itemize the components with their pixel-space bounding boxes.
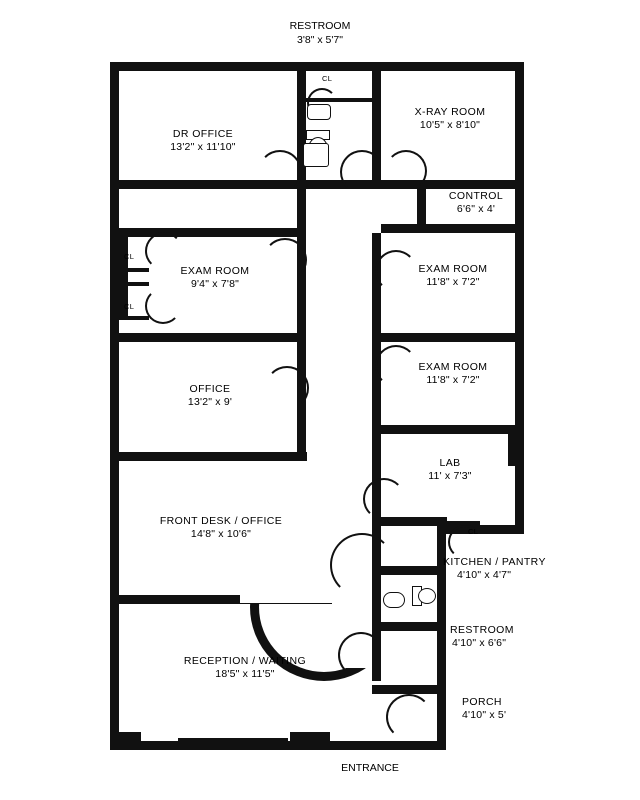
- sink-lower-restroom: [383, 592, 405, 608]
- door-xray: [385, 150, 427, 192]
- room-name-kitchen: KITCHEN / PANTRY: [443, 556, 546, 568]
- closet-label-exam-a: CL: [124, 252, 135, 261]
- room-name-control: CONTROL: [448, 190, 504, 202]
- room-name-xray: X-RAY ROOM: [414, 106, 486, 118]
- room-label-exam3: [383, 361, 523, 387]
- room-dim-dr-office: 13'2" x 11'10": [170, 141, 236, 154]
- caption-top-restroom: [235, 20, 405, 47]
- room-name-dr-office: DR OFFICE: [172, 128, 234, 140]
- room-label-office: [135, 383, 285, 409]
- room-name-exam3: EXAM ROOM: [418, 361, 488, 373]
- pier-bottom-left: [119, 732, 141, 744]
- room-name-office: OFFICE: [189, 383, 231, 395]
- toilet-bowl-lower: [418, 588, 436, 604]
- wall-exam1-top: [110, 228, 297, 237]
- room-label-xray: [380, 106, 520, 132]
- room-dim-reception: 18'5" x 11'5": [215, 668, 275, 681]
- room-name-restroom-lower: RESTROOM: [450, 624, 514, 636]
- room-dim-restroom-lower: 4'10" x 6'6": [452, 637, 507, 650]
- room-label-exam1: [140, 265, 290, 291]
- room-label-front-desk: [126, 515, 316, 541]
- door-porch: [386, 694, 432, 740]
- door-dr-office: [258, 150, 302, 194]
- door-closet-b: [145, 288, 181, 324]
- wall-closet-b-bottom: [119, 316, 149, 320]
- sink-top-restroom: [307, 104, 331, 120]
- wall-corridor-left-a: [297, 189, 306, 233]
- wall-exterior-left-lower: [110, 620, 119, 750]
- room-name-exam1: EXAM ROOM: [180, 265, 250, 277]
- room-dim-lab: 11' x 7'3": [428, 470, 472, 483]
- room-dim-kitchen: 4'10" x 4'7": [457, 569, 512, 582]
- wall-exam2-bottom: [381, 333, 524, 342]
- wall-right-jog: [508, 430, 524, 466]
- room-name-porch: PORCH: [462, 696, 502, 708]
- room-label-reception: [120, 655, 370, 681]
- wall-corridor-right-b: [372, 296, 381, 341]
- wall-exterior-top: [110, 62, 524, 71]
- wall-porch-top: [372, 685, 446, 694]
- room-dim-exam1: 9'4" x 7'8": [190, 278, 240, 291]
- wall-tick-left: [112, 618, 117, 623]
- room-name-front-desk: FRONT DESK / OFFICE: [159, 515, 283, 527]
- wall-control-bottom: [381, 224, 524, 233]
- door-restroom-corridor: [340, 150, 384, 194]
- closet-label-kitchen: CL: [468, 527, 479, 536]
- room-name-exam2: EXAM ROOM: [418, 263, 488, 275]
- room-name-lab: LAB: [439, 457, 461, 469]
- caption-entrance: ENTRANCE: [341, 762, 399, 774]
- room-label-control: [428, 190, 524, 216]
- room-label-porch: [462, 696, 602, 722]
- room-label-dr-office: [128, 128, 278, 154]
- room-dim-xray: 10'5" x 8'10": [419, 119, 481, 132]
- closet-label-exam-b: CL: [124, 302, 135, 311]
- bath-fixture-top: [303, 143, 329, 167]
- caption-top-name: RESTROOM: [289, 20, 351, 32]
- room-dim-porch: 4'10" x 5': [462, 709, 507, 722]
- room-name-reception: RECEPTION / WAITING: [183, 655, 307, 667]
- room-label-exam2: [383, 263, 523, 289]
- caption-top-dim: 3'8" x 5'7": [297, 33, 343, 46]
- door-front-desk: [330, 533, 394, 597]
- room-label-kitchen: [443, 556, 629, 582]
- wall-corridor-right-d: [372, 401, 381, 461]
- wall-restroom2-bottom: [372, 622, 446, 631]
- room-dim-front-desk: 14'8" x 10'6": [190, 528, 252, 541]
- entrance-threshold: [178, 738, 288, 743]
- room-dim-exam3: 11'8" x 7'2": [426, 374, 480, 387]
- wall-exterior-left-upper: [110, 62, 119, 622]
- room-dim-office: 13'2" x 9': [187, 396, 233, 409]
- wall-exam1-bottom: [110, 333, 297, 342]
- wall-exam3-bottom: [381, 425, 524, 434]
- wall-office-bottom: [110, 452, 307, 461]
- pier-bottom-mid: [290, 732, 330, 744]
- door-lab: [363, 478, 405, 520]
- closet-label-top: CL: [322, 74, 333, 83]
- wall-corridor-left-c: [297, 296, 306, 336]
- wall-frontdesk-bottom: [110, 595, 256, 604]
- room-dim-control: 6'6" x 4': [456, 203, 496, 216]
- room-dim-exam2: 11'8" x 7'2": [426, 276, 480, 289]
- room-label-lab: [390, 457, 510, 483]
- room-label-restroom-lower: [450, 624, 600, 650]
